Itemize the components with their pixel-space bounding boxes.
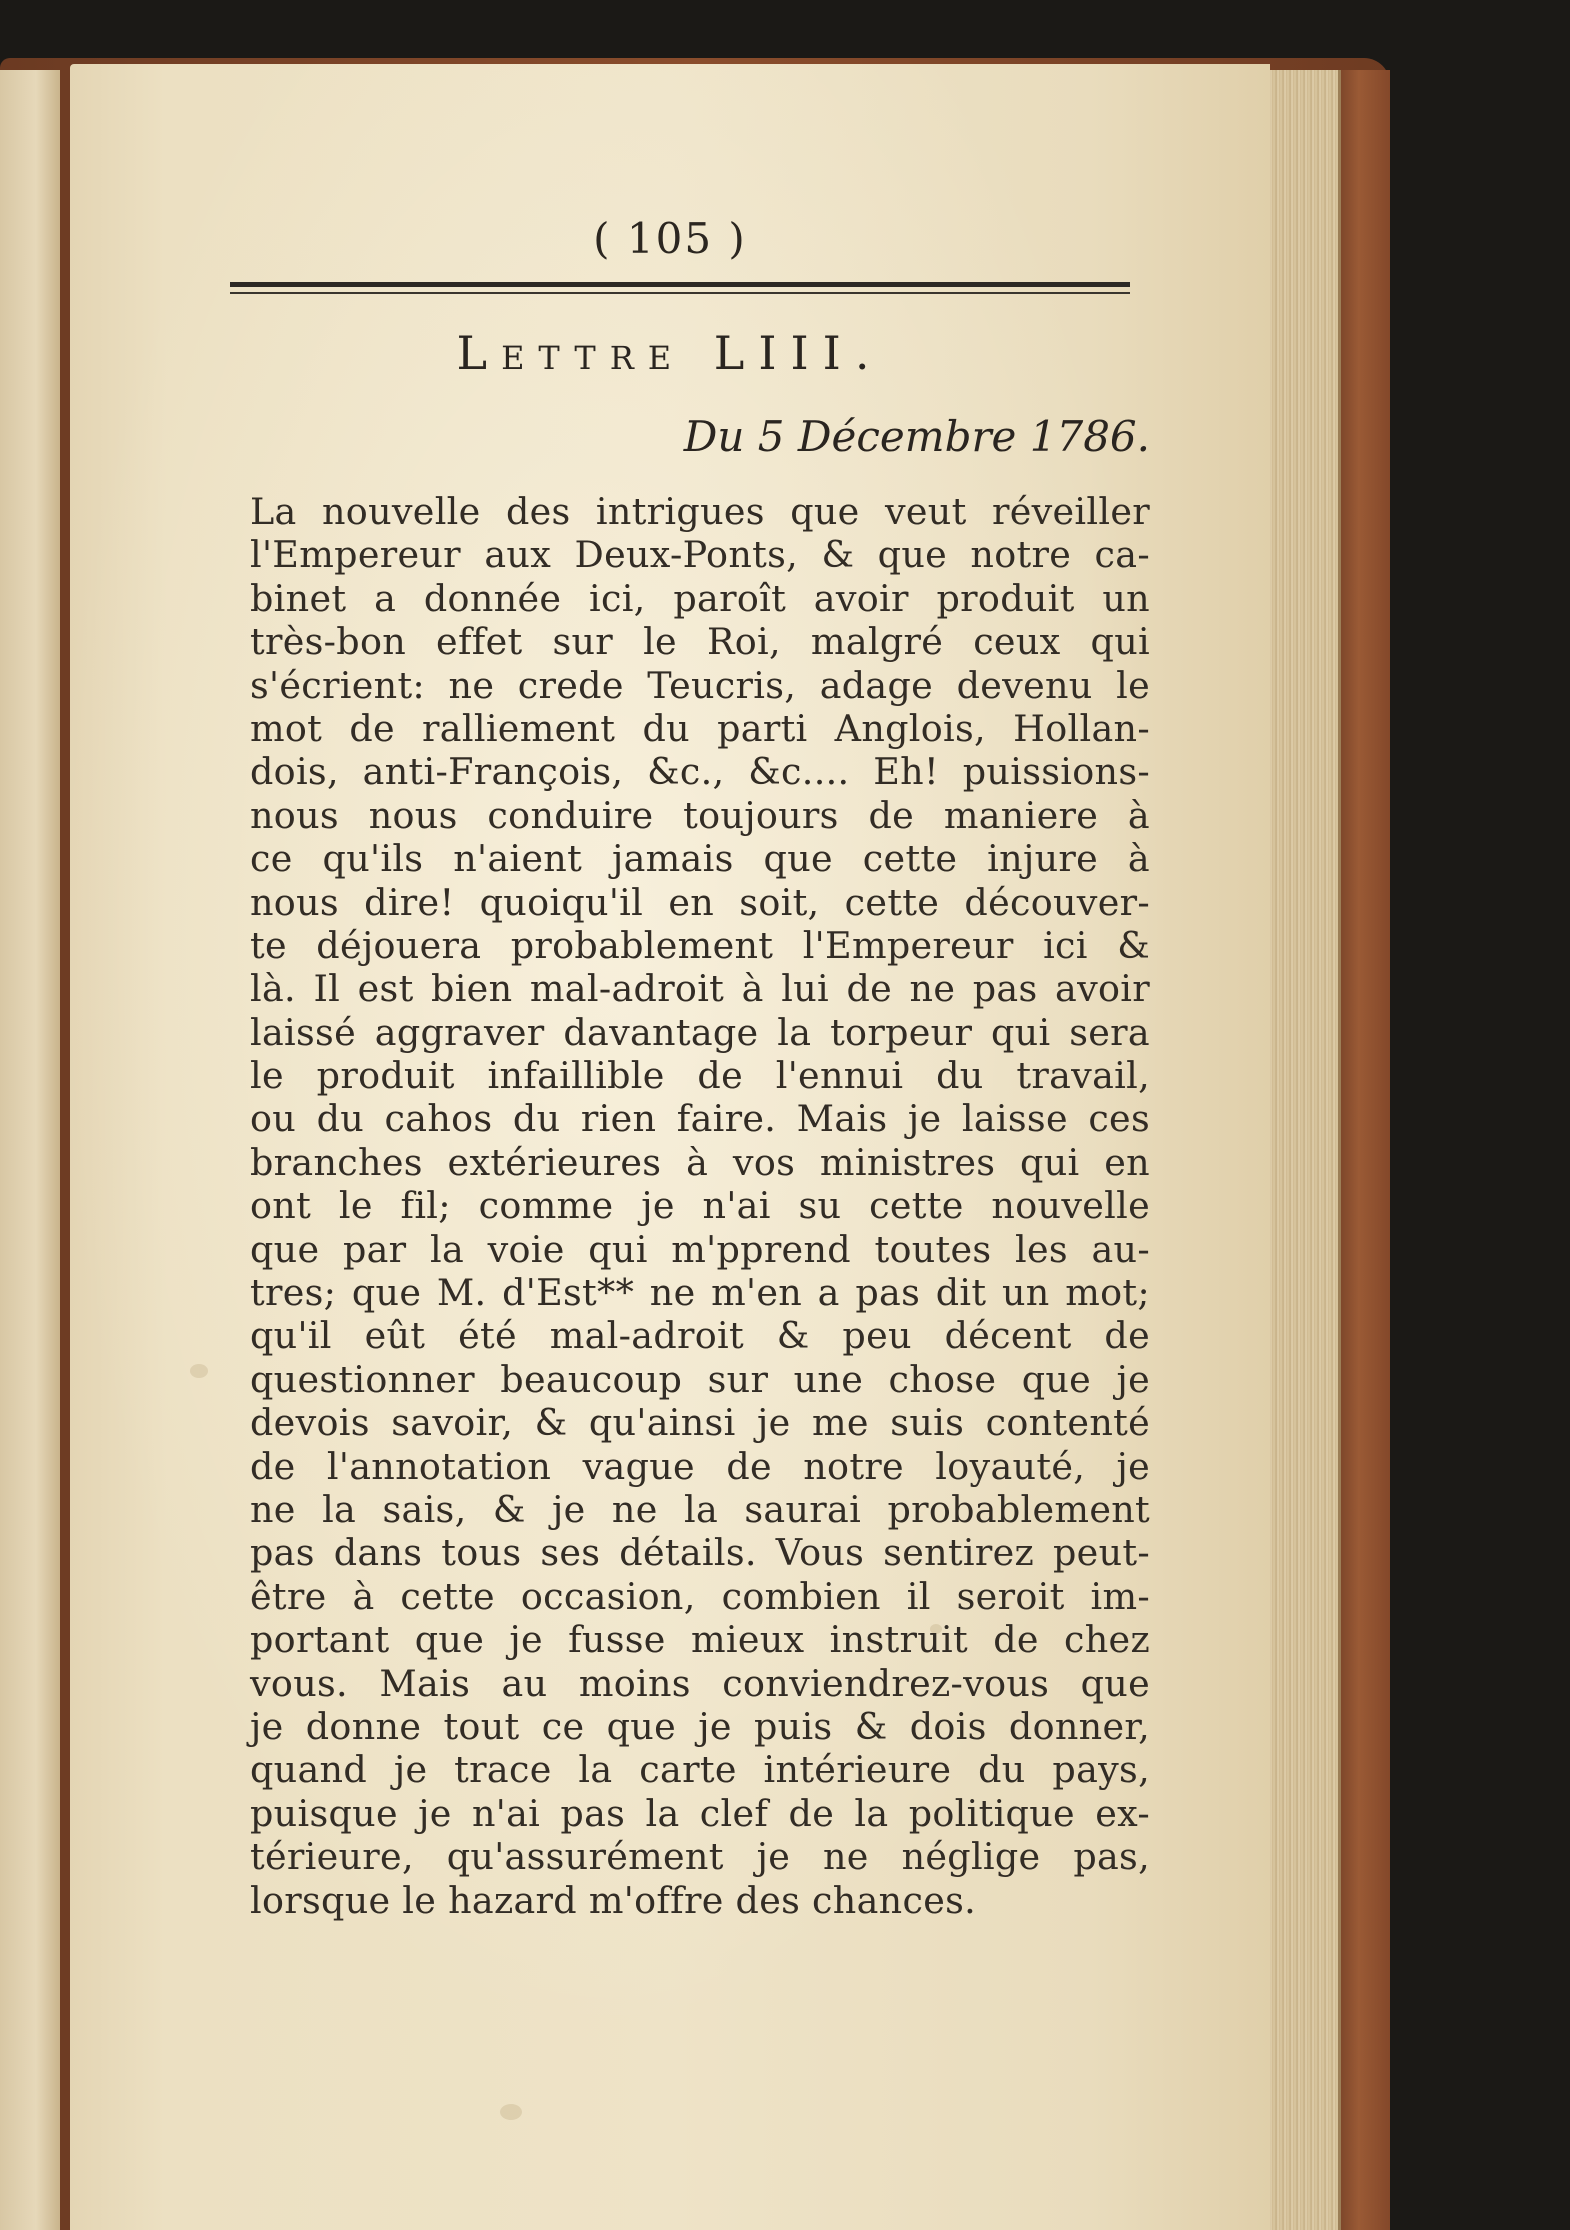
text-line: de l'annotation vague de notre loyauté, je <box>250 1444 1150 1488</box>
text-line: mot de ralliement du parti Anglois, Hollan- <box>250 706 1150 750</box>
letter-date: Du 5 Décembre 1786. <box>683 412 1150 461</box>
text-line: binet a donnée ici, paroît avoir produit un <box>250 576 1150 620</box>
book-binding-edge <box>1338 70 1390 2230</box>
book-page <box>70 64 1270 2230</box>
text-line: ne la sais, & je ne la saurai probablement <box>250 1487 1150 1531</box>
text-line: ou du cahos du rien faire. Mais je laisse ces <box>250 1097 1150 1141</box>
text-line: La nouvelle des intrigues que veut réveiller <box>250 490 1150 533</box>
letter-body <box>250 490 1150 1922</box>
text-line: te déjouera probablement l'Empereur ici & <box>250 923 1150 967</box>
text-line: que par la voie qui m'pprend toutes les au- <box>250 1227 1150 1271</box>
foxing-spot <box>190 1364 208 1378</box>
text-line: devois savoir, & qu'ainsi je me suis contenté <box>250 1401 1150 1445</box>
text-line: lorsque le hazard m'offre des chances. <box>250 1878 977 1922</box>
text-line: nous nous conduire toujours de maniere à <box>250 793 1150 837</box>
text-line: dois, anti-François, &c., &c.... Eh! puissions- <box>250 750 1150 794</box>
text-line: je donne tout ce que je puis & dois donner, <box>250 1704 1150 1748</box>
foxing-spot <box>500 2104 522 2120</box>
text-line: laissé aggraver davantage la torpeur qui sera <box>250 1010 1150 1054</box>
page-number: ( 105 ) <box>593 214 747 263</box>
facing-page-edge <box>0 70 60 2230</box>
text-line: térieure, qu'assurément je ne néglige pas, <box>250 1835 1150 1879</box>
text-line: très-bon effet sur le Roi, malgré ceux qui <box>250 620 1150 664</box>
text-line: qu'il eût été mal-adroit & peu décent de <box>250 1314 1150 1358</box>
text-line: portant que je fusse mieux instruit de chez <box>250 1618 1150 1662</box>
text-line: ce qu'ils n'aient jamais que cette injure à <box>250 837 1150 881</box>
text-line: pas dans tous ses détails. Vous sentirez peut- <box>250 1531 1150 1575</box>
text-line: ont le fil; comme je n'ai su cette nouvelle <box>250 1184 1150 1228</box>
letter-title: Lettre LIII. <box>456 326 884 380</box>
text-line: nous dire! quoiqu'il en soit, cette découver- <box>250 880 1150 924</box>
text-line: questionner beaucoup sur une chose que je <box>250 1357 1150 1401</box>
text-line: l'Empereur aux Deux-Ponts, & que notre ca- <box>250 533 1150 577</box>
header-rule <box>230 282 1130 287</box>
text-line: puisque je n'ai pas la clef de la politique ex- <box>250 1791 1150 1835</box>
text-line: s'écrient: ne crede Teucris, adage devenu le <box>250 663 1150 707</box>
text-line: le produit infaillible de l'ennui du travail, <box>250 1054 1150 1098</box>
text-line: vous. Mais au moins conviendrez-vous que <box>250 1661 1150 1705</box>
text-line: être à cette occasion, combien il seroit im- <box>250 1574 1150 1618</box>
text-line: quand je trace la carte intérieure du pays, <box>250 1748 1150 1792</box>
text-line: tres; que M. d'Est** ne m'en a pas dit un mot; <box>250 1271 1150 1315</box>
text-line: là. Il est bien mal-adroit à lui de ne pas avoir <box>250 967 1150 1011</box>
header-rule-thin <box>230 292 1130 294</box>
text-line: branches extérieures à vos ministres qui en <box>250 1140 1150 1184</box>
